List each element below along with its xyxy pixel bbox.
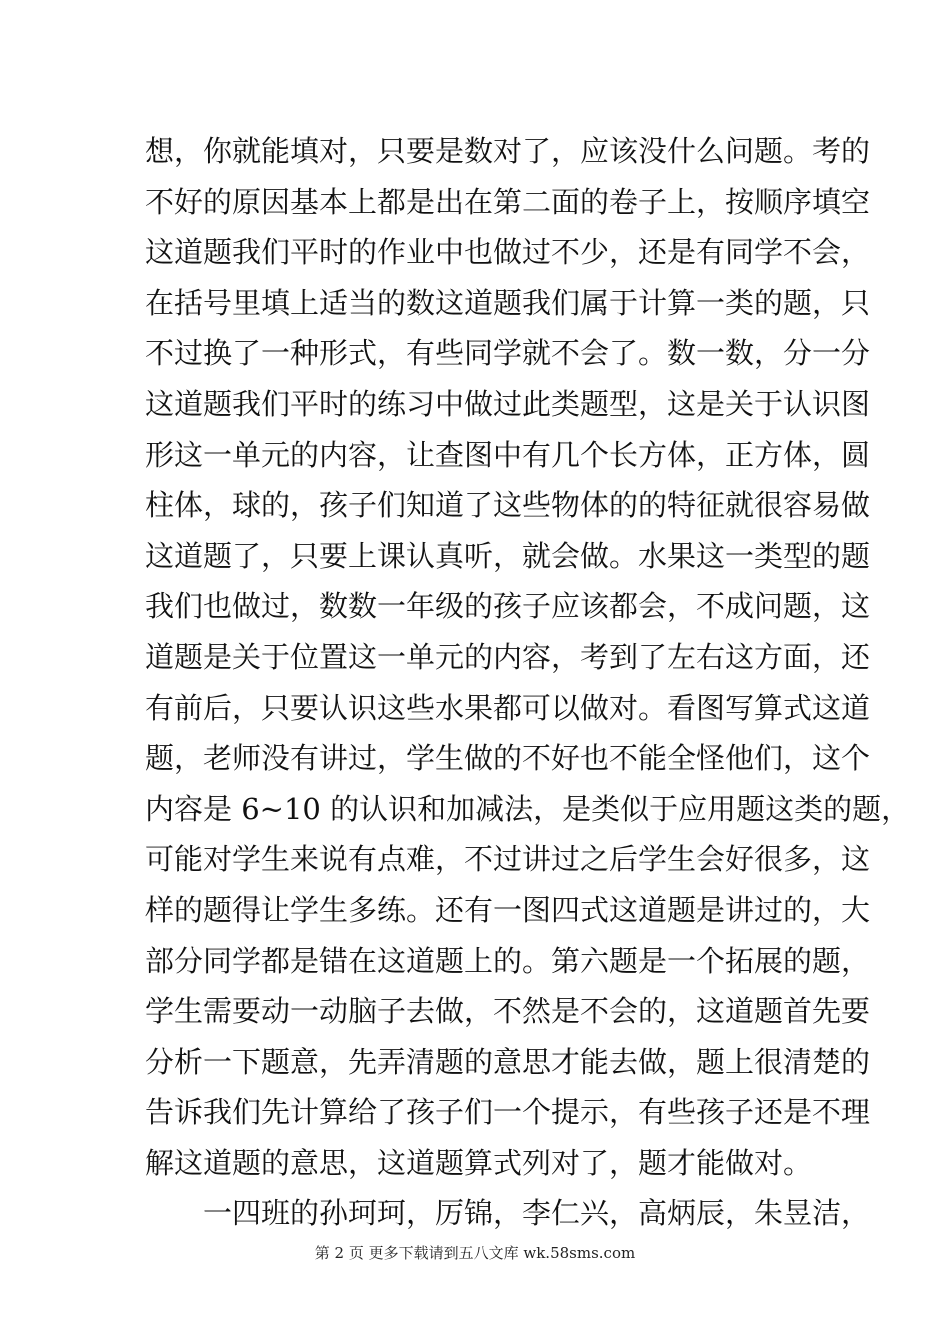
- text-line: 告诉我们先计算给了孩子们一个提示，有些孩子还是不理: [145, 1095, 871, 1130]
- text-line: 可能对学生来说有点难，不过讲过之后学生会好很多，这: [145, 842, 871, 877]
- paragraph-start-line: 一四班的孙珂珂，厉锦，李仁兴，高炳辰，朱昱洁，: [203, 1196, 871, 1231]
- page-footer: 第 2 页 更多下载请到五八文库 wk.58sms.com: [314, 1244, 636, 1262]
- text-line: 形这一单元的内容，让查图中有几个长方体，正方体，圆: [145, 437, 871, 472]
- text-line: 柱体，球的，孩子们知道了这些物体的的特征就很容易做: [145, 488, 871, 523]
- text-line: 题，老师没有讲过，学生做的不好也不能全怪他们，这个: [145, 741, 871, 776]
- text-line: 想，你就能填对，只要是数对了，应该没什么问题。考的: [145, 134, 871, 168]
- text-line: 分析一下题意，先弄清题的意思才能去做，题上很清楚的: [145, 1044, 871, 1079]
- text-line: 学生需要动一动脑子去做，不然是不会的，这道题首先要: [145, 994, 871, 1029]
- text-line: 部分同学都是错在这道题上的。第六题是一个拓展的题，: [145, 943, 871, 978]
- text-line: 在括号里填上适当的数这道题我们属于计算一类的题，只: [145, 285, 871, 320]
- text-line: 有前后，只要认识这些水果都可以做对。看图写算式这道: [145, 690, 871, 725]
- text-line: 内容是 6~10 的认识和加减法，是类似于应用题这类的题，: [145, 791, 911, 826]
- text-line: 这道题我们平时的作业中也做过不少，还是有同学不会，: [145, 235, 871, 270]
- text-line: 道题是关于位置这一单元的内容，考到了左右这方面，还: [145, 639, 871, 674]
- text-line: 这道题我们平时的练习中做过此类题型，这是关于认识图: [145, 386, 871, 421]
- text-line: 不好的原因基本上都是出在第二面的卷子上，按顺序填空: [145, 184, 871, 219]
- text-line: 我们也做过，数数一年级的孩子应该都会，不成问题，这: [145, 589, 871, 624]
- text-line: 不过换了一种形式，有些同学就不会了。数一数，分一分: [145, 336, 871, 371]
- text-line: 样的题得让学生多练。还有一图四式这道题是讲过的，大: [145, 892, 871, 927]
- body-text: [145, 126, 911, 1239]
- text-line: 这道题了，只要上课认真听，就会做。水果这一类型的题: [145, 538, 871, 573]
- text-line: 解这道题的意思，这道题算式列对了，题才能做对。: [145, 1145, 813, 1180]
